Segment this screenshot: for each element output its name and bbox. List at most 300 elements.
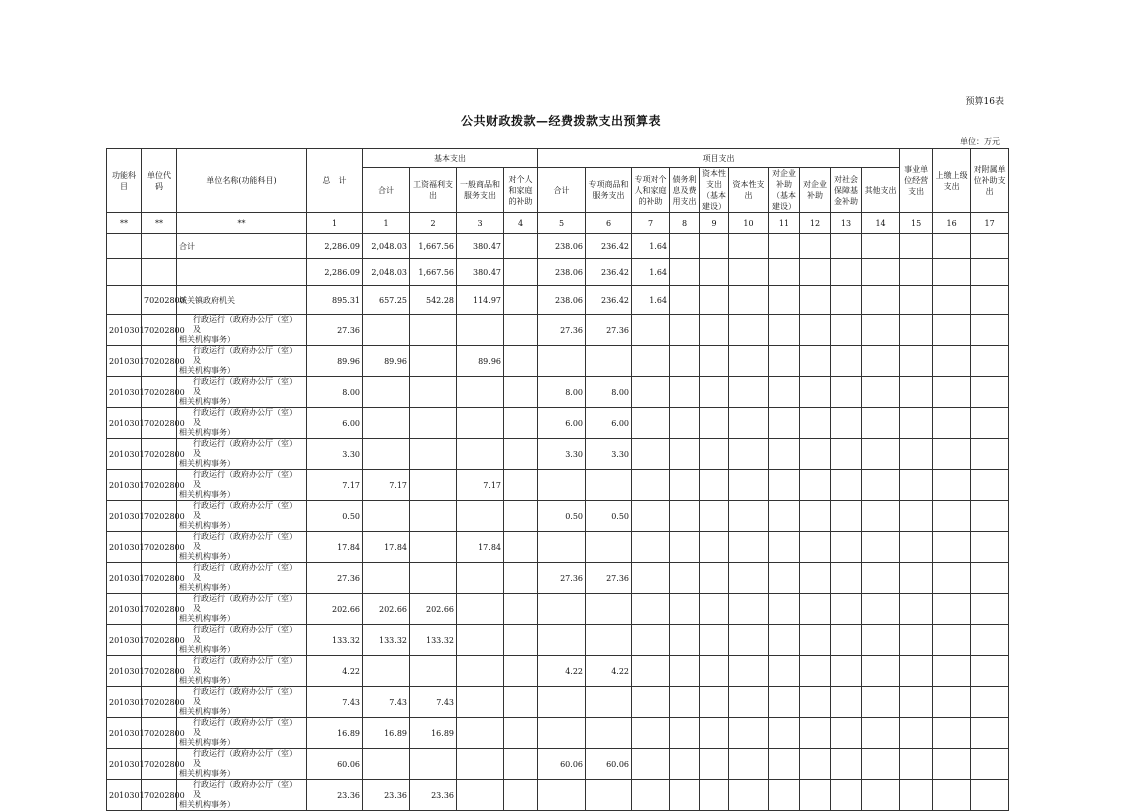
amount-cell	[800, 656, 831, 687]
amount-cell	[670, 377, 700, 408]
amount-cell	[632, 408, 670, 439]
amount-cell	[769, 377, 800, 408]
amount-cell: 114.97	[457, 286, 504, 315]
amount-cell	[729, 470, 769, 501]
unit-code-cell: 70202800	[142, 687, 177, 718]
amount-cell	[410, 501, 457, 532]
unit-name-line-1: 行政运行（政府办公厅（室）及	[193, 687, 297, 706]
amount-cell	[729, 749, 769, 780]
amount-cell: 89.96	[363, 346, 410, 377]
amount-cell	[504, 749, 538, 780]
amount-cell	[504, 656, 538, 687]
amount-cell	[800, 501, 831, 532]
amount-cell	[769, 286, 800, 315]
header-basic-2: 一般商品和服务支出	[457, 168, 504, 213]
amount-cell	[971, 563, 1009, 594]
amount-cell	[900, 470, 933, 501]
index-cell: 1	[363, 213, 410, 234]
amount-cell: 7.43	[363, 687, 410, 718]
header-project-5: 资本性支出	[729, 168, 769, 213]
table-row	[107, 594, 1009, 625]
amount-cell	[632, 563, 670, 594]
unit-code-cell: 70202800	[142, 594, 177, 625]
amount-cell: 133.32	[307, 625, 363, 656]
amount-cell	[900, 286, 933, 315]
amount-cell	[800, 625, 831, 656]
amount-cell	[729, 780, 769, 811]
amount-cell	[363, 377, 410, 408]
amount-cell	[933, 377, 971, 408]
unit-name-line-2: 相关机构事务）	[179, 769, 235, 778]
amount-cell	[769, 234, 800, 259]
amount-cell	[933, 346, 971, 377]
amount-cell	[800, 563, 831, 594]
amount-cell	[900, 259, 933, 286]
amount-cell	[900, 377, 933, 408]
amount-cell: 4.22	[307, 656, 363, 687]
unit-name-cell	[177, 687, 307, 718]
amount-cell	[862, 408, 900, 439]
amount-cell	[504, 718, 538, 749]
amount-cell	[504, 625, 538, 656]
amount-cell	[800, 532, 831, 563]
func-code-cell: 2010301	[107, 594, 142, 625]
amount-cell: 8.00	[538, 377, 586, 408]
amount-cell: 6.00	[307, 408, 363, 439]
amount-cell	[831, 594, 862, 625]
amount-cell	[670, 439, 700, 470]
amount-cell: 4.22	[586, 656, 632, 687]
index-cell: **	[177, 213, 307, 234]
unit-name-line-1: 行政运行（政府办公厅（室）及	[193, 532, 297, 551]
amount-cell	[670, 286, 700, 315]
amount-cell	[586, 470, 632, 501]
amount-cell	[457, 718, 504, 749]
header-project-3: 债务利息及费用支出	[670, 168, 700, 213]
table-body	[107, 213, 1009, 811]
amount-cell	[632, 532, 670, 563]
amount-cell	[410, 377, 457, 408]
amount-cell	[504, 286, 538, 315]
index-cell: 15	[900, 213, 933, 234]
amount-cell: 27.36	[307, 563, 363, 594]
amount-cell	[769, 594, 800, 625]
amount-cell	[670, 532, 700, 563]
unit-name-line-1: 行政运行（政府办公厅（室）及	[193, 501, 297, 520]
amount-cell	[900, 625, 933, 656]
amount-cell	[700, 346, 729, 377]
amount-cell	[700, 563, 729, 594]
table-row	[107, 656, 1009, 687]
amount-cell	[538, 625, 586, 656]
amount-cell	[971, 346, 1009, 377]
unit-name-cell	[177, 470, 307, 501]
index-cell: 10	[729, 213, 769, 234]
amount-cell	[831, 563, 862, 594]
func-code-cell: 2010301	[107, 377, 142, 408]
func-code-cell: 2010301	[107, 656, 142, 687]
amount-cell	[457, 749, 504, 780]
amount-cell	[729, 259, 769, 286]
amount-cell	[457, 656, 504, 687]
amount-cell: 895.31	[307, 286, 363, 315]
header-project-0: 合计	[538, 168, 586, 213]
amount-cell	[632, 315, 670, 346]
amount-cell	[700, 315, 729, 346]
amount-cell	[831, 718, 862, 749]
header-unit-code: 单位代码	[142, 149, 177, 213]
amount-cell	[831, 749, 862, 780]
amount-cell	[800, 439, 831, 470]
amount-cell: 236.42	[586, 259, 632, 286]
amount-cell: 23.36	[363, 780, 410, 811]
unit-code-cell	[142, 234, 177, 259]
amount-cell	[933, 594, 971, 625]
unit-code-cell: 70202800	[142, 470, 177, 501]
amount-cell	[769, 259, 800, 286]
index-cell: 5	[538, 213, 586, 234]
unit-label: 单位：万元	[960, 137, 1000, 146]
amount-cell	[504, 563, 538, 594]
unit-name-cell	[177, 408, 307, 439]
unit-name-cell	[177, 259, 307, 286]
amount-cell	[800, 780, 831, 811]
amount-cell	[410, 532, 457, 563]
func-code-cell	[107, 234, 142, 259]
unit-name-line-1: 行政运行（政府办公厅（室）及	[193, 594, 297, 613]
amount-cell	[363, 315, 410, 346]
index-row	[107, 213, 1009, 234]
amount-cell: 16.89	[410, 718, 457, 749]
amount-cell	[363, 563, 410, 594]
amount-cell	[971, 625, 1009, 656]
amount-cell	[457, 315, 504, 346]
amount-cell	[862, 377, 900, 408]
header-project-2: 专项对个人和家庭的补助	[632, 168, 670, 213]
amount-cell: 238.06	[538, 234, 586, 259]
amount-cell	[700, 532, 729, 563]
amount-cell	[504, 259, 538, 286]
amount-cell	[831, 439, 862, 470]
unit-code-cell: 70202800	[142, 532, 177, 563]
amount-cell	[862, 563, 900, 594]
unit-code-cell: 70202800	[142, 377, 177, 408]
unit-code-cell: 70202800	[142, 656, 177, 687]
amount-cell	[933, 749, 971, 780]
amount-cell: 4.22	[538, 656, 586, 687]
amount-cell	[971, 286, 1009, 315]
amount-cell: 3.30	[538, 439, 586, 470]
amount-cell	[700, 749, 729, 780]
amount-cell	[538, 470, 586, 501]
amount-cell	[538, 346, 586, 377]
form-number: 预算16表	[965, 97, 1004, 107]
func-code-cell: 2010301	[107, 718, 142, 749]
amount-cell: 27.36	[538, 315, 586, 346]
summary-row	[107, 286, 1009, 315]
index-cell: 16	[933, 213, 971, 234]
unit-name-cell	[177, 315, 307, 346]
table-row	[107, 718, 1009, 749]
amount-cell	[538, 532, 586, 563]
page-title: 公共财政拨款—经费拨款支出预算表	[460, 114, 661, 128]
unit-name-line-2: 相关机构事务）	[179, 335, 235, 344]
amount-cell	[729, 594, 769, 625]
amount-cell	[971, 687, 1009, 718]
unit-name-cell	[177, 532, 307, 563]
amount-cell: 0.50	[307, 501, 363, 532]
amount-cell	[769, 780, 800, 811]
func-code-cell: 2010301	[107, 315, 142, 346]
amount-cell	[504, 501, 538, 532]
amount-cell: 89.96	[307, 346, 363, 377]
amount-cell	[831, 286, 862, 315]
index-cell: 3	[457, 213, 504, 234]
amount-cell: 17.84	[307, 532, 363, 563]
amount-cell: 380.47	[457, 259, 504, 286]
budget-table	[106, 148, 1009, 811]
amount-cell	[457, 439, 504, 470]
table-row	[107, 470, 1009, 501]
amount-cell	[504, 532, 538, 563]
table-row	[107, 439, 1009, 470]
amount-cell	[800, 315, 831, 346]
amount-cell	[831, 346, 862, 377]
unit-code-cell: 70202800	[142, 286, 177, 315]
amount-cell	[971, 501, 1009, 532]
amount-cell	[933, 687, 971, 718]
unit-name-line-2: 相关机构事务）	[179, 397, 235, 406]
amount-cell	[800, 234, 831, 259]
amount-cell	[586, 780, 632, 811]
amount-cell	[586, 346, 632, 377]
amount-cell	[632, 656, 670, 687]
amount-cell	[800, 718, 831, 749]
unit-name-cell: 合计	[177, 234, 307, 259]
amount-cell	[632, 625, 670, 656]
amount-cell	[862, 687, 900, 718]
amount-cell	[862, 259, 900, 286]
unit-name-cell	[177, 594, 307, 625]
amount-cell	[700, 718, 729, 749]
header-project-group: 项目支出	[538, 149, 900, 168]
amount-cell	[632, 439, 670, 470]
amount-cell	[933, 532, 971, 563]
unit-code-cell: 70202800	[142, 563, 177, 594]
amount-cell: 7.17	[307, 470, 363, 501]
amount-cell	[769, 532, 800, 563]
amount-cell	[862, 656, 900, 687]
amount-cell	[504, 439, 538, 470]
amount-cell	[632, 470, 670, 501]
func-code-cell: 2010301	[107, 687, 142, 718]
unit-code-cell: 70202800	[142, 749, 177, 780]
amount-cell	[831, 532, 862, 563]
amount-cell	[862, 532, 900, 563]
header-basic-1: 工资福利支出	[410, 168, 457, 213]
amount-cell: 380.47	[457, 234, 504, 259]
amount-cell	[971, 315, 1009, 346]
amount-cell: 133.32	[363, 625, 410, 656]
amount-cell	[769, 563, 800, 594]
amount-cell: 238.06	[538, 286, 586, 315]
amount-cell	[831, 656, 862, 687]
unit-name-line-2: 相关机构事务）	[179, 583, 235, 592]
amount-cell	[632, 718, 670, 749]
header-project-8: 对社会保障基金补助	[831, 168, 862, 213]
func-code-cell: 2010301	[107, 346, 142, 377]
amount-cell	[670, 594, 700, 625]
amount-cell: 23.36	[307, 780, 363, 811]
summary-row	[107, 259, 1009, 286]
unit-code-cell: 70202800	[142, 346, 177, 377]
amount-cell	[800, 408, 831, 439]
unit-name-line-1: 行政运行（政府办公厅（室）及	[193, 563, 297, 582]
amount-cell	[862, 780, 900, 811]
amount-cell	[933, 625, 971, 656]
index-cell: 6	[586, 213, 632, 234]
index-cell: 8	[670, 213, 700, 234]
amount-cell: 16.89	[307, 718, 363, 749]
amount-cell	[900, 780, 933, 811]
amount-cell	[769, 749, 800, 780]
amount-cell	[670, 470, 700, 501]
amount-cell	[729, 656, 769, 687]
table-row	[107, 625, 1009, 656]
amount-cell	[538, 718, 586, 749]
unit-name-line-2: 相关机构事务）	[179, 521, 235, 530]
amount-cell	[700, 501, 729, 532]
amount-cell	[900, 656, 933, 687]
index-cell: 7	[632, 213, 670, 234]
amount-cell	[900, 563, 933, 594]
amount-cell	[933, 780, 971, 811]
index-cell: 2	[410, 213, 457, 234]
index-cell: 11	[769, 213, 800, 234]
amount-cell	[862, 594, 900, 625]
amount-cell	[410, 470, 457, 501]
amount-cell	[900, 687, 933, 718]
amount-cell	[729, 687, 769, 718]
index-cell: 4	[504, 213, 538, 234]
amount-cell	[769, 346, 800, 377]
amount-cell: 657.25	[363, 286, 410, 315]
amount-cell	[862, 346, 900, 377]
table-row	[107, 408, 1009, 439]
table-row	[107, 749, 1009, 780]
amount-cell	[586, 625, 632, 656]
amount-cell	[769, 315, 800, 346]
unit-name-line-2: 相关机构事务）	[179, 645, 235, 654]
amount-cell	[769, 439, 800, 470]
amount-cell: 60.06	[586, 749, 632, 780]
func-code-cell	[107, 286, 142, 315]
table-row	[107, 377, 1009, 408]
amount-cell	[862, 501, 900, 532]
amount-cell	[971, 439, 1009, 470]
unit-name-cell	[177, 656, 307, 687]
amount-cell: 133.32	[410, 625, 457, 656]
amount-cell: 202.66	[307, 594, 363, 625]
amount-cell: 1,667.56	[410, 234, 457, 259]
amount-cell: 0.50	[538, 501, 586, 532]
unit-name-line-2: 相关机构事务）	[179, 800, 235, 809]
amount-cell: 1,667.56	[410, 259, 457, 286]
amount-cell	[504, 377, 538, 408]
amount-cell	[900, 234, 933, 259]
unit-code-cell: 70202800	[142, 625, 177, 656]
amount-cell	[729, 532, 769, 563]
amount-cell	[700, 408, 729, 439]
amount-cell	[971, 408, 1009, 439]
amount-cell: 0.50	[586, 501, 632, 532]
amount-cell	[632, 501, 670, 532]
amount-cell	[700, 687, 729, 718]
amount-cell	[457, 687, 504, 718]
index-cell: 12	[800, 213, 831, 234]
amount-cell	[800, 346, 831, 377]
amount-cell	[862, 749, 900, 780]
amount-cell	[900, 501, 933, 532]
amount-cell: 2,048.03	[363, 259, 410, 286]
amount-cell: 1.64	[632, 259, 670, 286]
amount-cell: 2,286.09	[307, 234, 363, 259]
func-code-cell: 2010301	[107, 780, 142, 811]
amount-cell	[769, 656, 800, 687]
amount-cell: 17.84	[363, 532, 410, 563]
header-project-6: 对企业补助（基本建设）	[769, 168, 800, 213]
amount-cell	[729, 563, 769, 594]
amount-cell: 202.66	[410, 594, 457, 625]
amount-cell: 17.84	[457, 532, 504, 563]
amount-cell	[800, 377, 831, 408]
amount-cell	[971, 780, 1009, 811]
amount-cell	[632, 749, 670, 780]
func-code-cell: 2010301	[107, 408, 142, 439]
amount-cell	[504, 687, 538, 718]
amount-cell	[504, 234, 538, 259]
amount-cell: 202.66	[363, 594, 410, 625]
amount-cell	[700, 625, 729, 656]
table-row	[107, 315, 1009, 346]
amount-cell	[933, 259, 971, 286]
index-cell: **	[107, 213, 142, 234]
amount-cell	[900, 315, 933, 346]
header-project-9: 其他支出	[862, 168, 900, 213]
header-basic-0: 合计	[363, 168, 410, 213]
func-code-cell: 2010301	[107, 532, 142, 563]
unit-name-cell	[177, 346, 307, 377]
amount-cell	[670, 346, 700, 377]
header-basic-group: 基本支出	[363, 149, 538, 168]
amount-cell	[971, 749, 1009, 780]
amount-cell	[670, 718, 700, 749]
summary-row	[107, 234, 1009, 259]
amount-cell	[971, 377, 1009, 408]
amount-cell	[971, 234, 1009, 259]
unit-name-cell: 城关镇政府机关	[177, 286, 307, 315]
amount-cell	[670, 687, 700, 718]
header-project-1: 专项商品和服务支出	[586, 168, 632, 213]
amount-cell	[700, 594, 729, 625]
amount-cell	[700, 286, 729, 315]
amount-cell	[363, 656, 410, 687]
unit-name-cell	[177, 439, 307, 470]
amount-cell	[670, 656, 700, 687]
amount-cell	[700, 656, 729, 687]
amount-cell: 60.06	[538, 749, 586, 780]
amount-cell	[729, 346, 769, 377]
